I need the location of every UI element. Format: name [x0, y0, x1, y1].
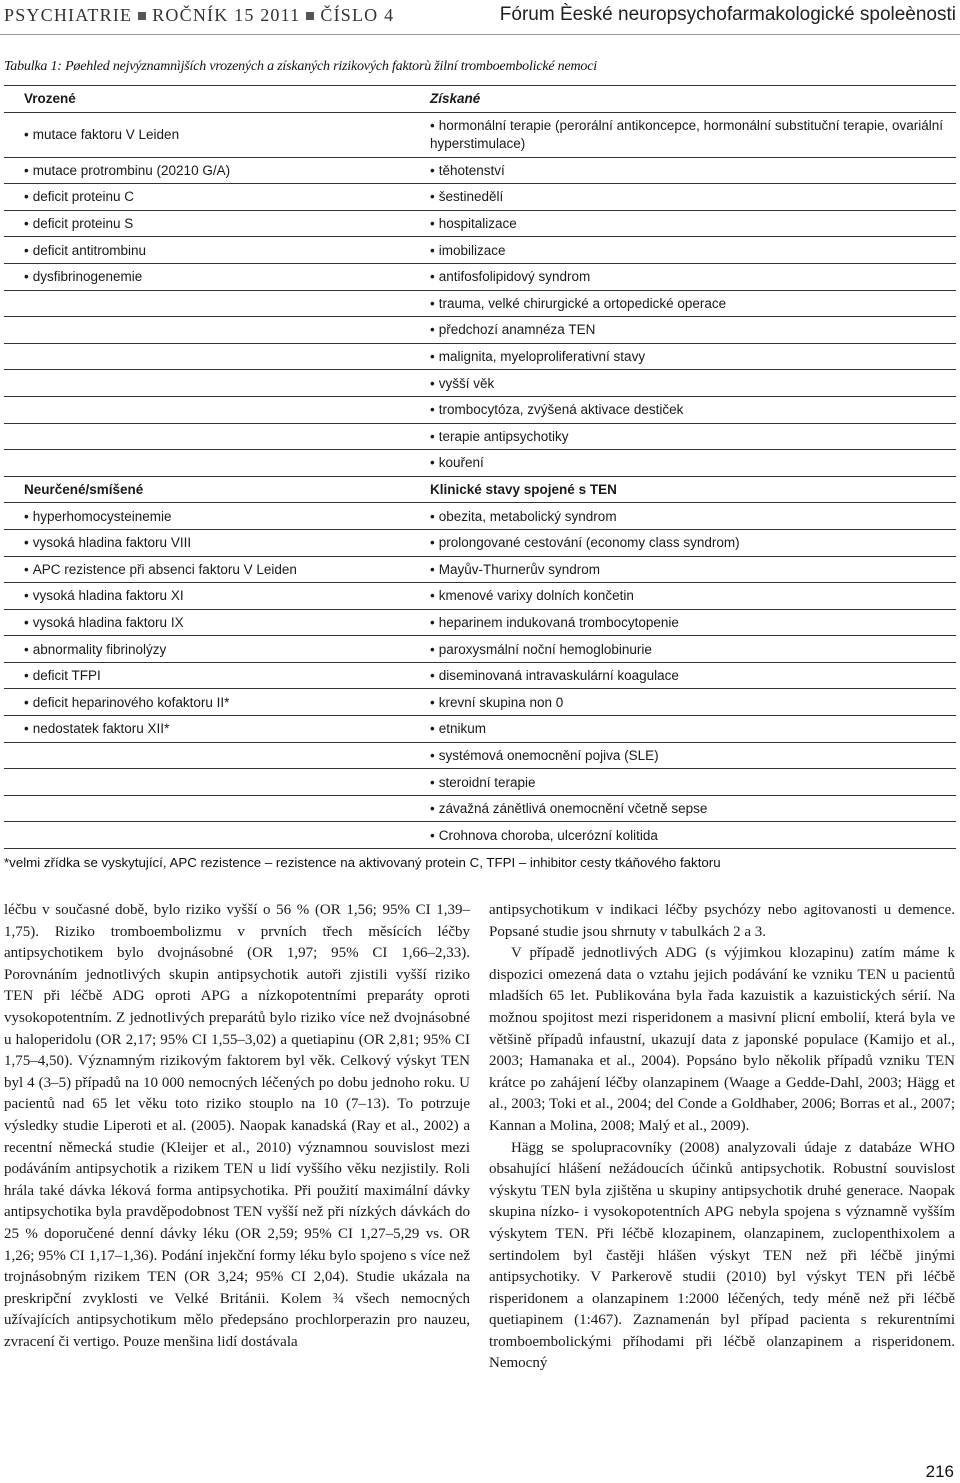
table-cell: • prolongované cestování (economy class syndrom) — [410, 529, 956, 556]
table-row — [4, 556, 956, 583]
table-cell: • deficit proteinu C — [4, 184, 410, 211]
table-cell: • abnormality fibrinolýzy — [4, 636, 410, 663]
table-cell: • vyšší věk — [410, 370, 956, 397]
table-cell: • mutace protrombinu (20210 G/A) — [4, 157, 410, 184]
table-row — [4, 317, 956, 344]
table-cell: • trauma, velké chirurgické a ortopedické operace — [410, 290, 956, 317]
table-row — [4, 609, 956, 636]
table-row — [4, 769, 956, 796]
table-cell-empty — [4, 290, 410, 317]
table-cell-empty — [4, 396, 410, 423]
table-cell: • deficit heparinového kofaktoru II* — [4, 689, 410, 716]
table-cell-empty — [4, 317, 410, 344]
table-cell: • vysoká hladina faktoru XI — [4, 583, 410, 610]
table-cell: • heparinem indukovaná trombocytopenie — [410, 609, 956, 636]
table-footnote: *velmi zřídka se vyskytující, APC rezistence – rezistence na aktivovaný protein C, TFPI – inhibitor cesty tkáňového faktoru — [4, 855, 721, 870]
journal-section: Fórum Èeské neuropsychofarmakologické spoleènosti — [499, 4, 956, 25]
running-header — [0, 0, 960, 32]
table-cell: • etnikum — [410, 716, 956, 743]
table-cell: • předchozí anamnéza TEN — [410, 317, 956, 344]
table-cell: • hormonální terapie (perorální antikoncepce, hormonální substituční terapie, ovariální hyperstimulace) — [410, 112, 956, 157]
table-row — [4, 476, 956, 503]
table-row — [4, 689, 956, 716]
table-row — [4, 112, 956, 157]
table-row — [4, 662, 956, 689]
table-cell: • Crohnova choroba, ulcerózní kolitida — [410, 822, 956, 849]
table-row — [4, 370, 956, 397]
text-column-right — [489, 900, 955, 1375]
paragraph: V případě jednotlivých ADG (s výjimkou klozapinu) zatím máme k dispozici omezená data o vztahu jejich podávání ke vzniku TEN u pacientů mladších 65 let. Publikována byla řada kazuistik a kazuistických sérií. Na možnou spojitost mezi risperidonem a masivní plicní embolií, která byla ve většině případů infaustní, ukazují data z japonské populace (Kamijo et al., 2003; Hamanaka et al., 2004). Popsáno bylo několik případů vzniku TEN krátce po zahájení léčby olanzapinem (Waage a Gedde-Dahl, 2003; Hägg et al., 2003; Toki et al., 2004; del Conde a Goldhaber, 2006; Borras et al., 2007; Kannan a Molina, 2008; Malý et al., 2009). — [489, 945, 955, 1134]
header-rule — [0, 34, 960, 35]
table-cell-empty — [4, 795, 410, 822]
table-row — [4, 822, 956, 849]
table-cell: • diseminovaná intravaskulární koagulace — [410, 662, 956, 689]
table-cell: • závažná zánětlivá onemocnění včetně sepse — [410, 795, 956, 822]
table-row — [4, 742, 956, 769]
risk-factors-table — [4, 85, 956, 849]
table-cell: • mutace faktoru V Leiden — [4, 112, 410, 157]
table-cell: • šestinedělí — [410, 184, 956, 211]
table-cell-empty — [4, 423, 410, 450]
table-row — [4, 263, 956, 290]
table-cell: • nedostatek faktoru XII* — [4, 716, 410, 743]
table-section-heading: Získané — [410, 86, 956, 113]
table-row — [4, 503, 956, 530]
table-cell: • obezita, metabolický syndrom — [410, 503, 956, 530]
table-row — [4, 583, 956, 610]
journal-name: PSYCHIATRIE ROČNÍK 15 2011 ČÍSLO 4 — [4, 5, 395, 25]
table-cell-empty — [4, 343, 410, 370]
table-row — [4, 396, 956, 423]
table-cell: • hospitalizace — [410, 210, 956, 237]
table-row — [4, 636, 956, 663]
table-cell: • deficit proteinu S — [4, 210, 410, 237]
table-cell-empty — [4, 769, 410, 796]
table-row — [4, 529, 956, 556]
table-cell: • Mayův-Thurnerův syndrom — [410, 556, 956, 583]
paragraph: antipsychotikum v indikaci léčby psychózy nebo agitovanosti u demence. Popsané studie jsou shrnuty v tabulkách 2 a 3. — [489, 902, 955, 940]
table-cell: • antifosfolipidový syndrom — [410, 263, 956, 290]
table-row — [4, 343, 956, 370]
table-cell: • malignita, myeloproliferativní stavy — [410, 343, 956, 370]
separator-square-icon — [306, 12, 314, 20]
table-cell: • paroxysmální noční hemoglobinurie — [410, 636, 956, 663]
table-cell: • steroidní terapie — [410, 769, 956, 796]
table-section-heading: Vrozené — [4, 86, 410, 113]
page-number: 216 — [925, 1462, 954, 1481]
table-cell: • deficit TFPI — [4, 662, 410, 689]
table-row — [4, 290, 956, 317]
table-cell: • krevní skupina non 0 — [410, 689, 956, 716]
table-cell: • dysfibrinogenemie — [4, 263, 410, 290]
text-column-left — [4, 900, 470, 1353]
table-row — [4, 450, 956, 477]
table-cell: • vysoká hladina faktoru IX — [4, 609, 410, 636]
table-cell-empty — [4, 450, 410, 477]
table-cell-empty — [4, 370, 410, 397]
table-cell: • systémová onemocnění pojiva (SLE) — [410, 742, 956, 769]
table-cell: • vysoká hladina faktoru VIII — [4, 529, 410, 556]
table-row — [4, 157, 956, 184]
table-cell: • deficit antitrombinu — [4, 237, 410, 264]
table-cell: • hyperhomocysteinemie — [4, 503, 410, 530]
table-cell: • APC rezistence při absenci faktoru V Leiden — [4, 556, 410, 583]
paragraph: léčbu v současné době, bylo riziko vyšší o 56 % (OR 1,56; 95% CI 1,39–1,75). Riziko tromboembolizmu v prvních třech měsících léčby antipsychotikem bylo dvojnásobné (OR 1,97; 95% CI 1,66–2,33). Porovnáním jednotlivých skupin antipsychotik autoři zjistili vyšší riziko TEN při léčbě ADG oproti APG a nízkopotentními preparáty oproti vysokopotentním. Z jednotlivých preparátů bylo riziko více než dvojnásobné u haloperidolu (OR 2,17; 95% CI 1,55–3,02) a quetiapinu (OR 2,81; 95% CI 1,75–4,50). Významným rizikovým faktorem byl věk. Celkový výskyt TEN byl 4 (3–5) případů na 10 000 nemocných léčených po dobu jednoho roku. U pacientů nad 65 let věku toto riziko stouplo na 10 (7–13). To potrzuje výsledky studie Liperoti et al. (2005). Naopak kanadská (Ray et al., 2002) a recentní německá studie (Kleijer et al., 2010) významnou souvislost mezi podáváním antipsychotik a rizikem TEN u lidí vyššího věku nezjistily. Roli hrála také dávka léková forma antipsychotika. Při použití maximální dávky antipsychotika byla pravděpodobnost TEN vyšší než při nízkých dávkách do 25 % doporučené denní dávky léku (OR 2,59; 95% CI 1,27–5,29 vs. OR 1,26; 95% CI 1,17–1,36). Podání injekční formy léku bylo spojeno s více než trojnásobným rizikem TEN (OR 3,24; 95% CI 2,04). Studie ukázala na preskripční zvyklosti ve Velké Británii. Kolem ¾ všech nemocných užívajících antipsychotikum mělo předepsáno prochlorperazin pro nauzeu, zvracení či vertigo. Pouze menšina lidí dostávala — [4, 902, 470, 1350]
separator-square-icon — [138, 12, 146, 20]
table-row — [4, 237, 956, 264]
table-cell: • terapie antipsychotiky — [410, 423, 956, 450]
table-cell-empty — [4, 742, 410, 769]
table-row — [4, 184, 956, 211]
paragraph: Hägg se spolupracovníky (2008) analyzovali údaje z databáze WHO obsahující hlášení nežádoucích účinků antipsychotik. Robustní souvislost výskytu TEN byla zjištěna u skupiny antipsychotik druhé generace. Naopak skupina nízko- i vysokopotentních APG nebyla spojena s významně vyšším výskytem TEN. Při léčbě klozapinem, olanzapinem, zuclopenthixolem a sertindolem byl častěji hlášen výskyt TEN než při léčbě jinými antipsychotiky. V Parkerově studii (2010) byl výskyt TEN při léčbě risperidonem a olanzapinem 1:2000 léčených, tedy méně než při léčbě quetiapinem (1:467). Zaznamenán byl případ pacienta s rekurentními tromboembolickými příhodami při léčbě olanzapinem a risperidonem. Nemocný — [489, 1139, 955, 1372]
table-caption: Tabulka 1: Pøehled nejvýznamnìjších vrozených a získaných rizikových faktorù žilní tromboembolické nemoci — [4, 59, 597, 74]
table-cell: • kmenové varixy dolních končetin — [410, 583, 956, 610]
table-section-heading: Neurčené/smíšené — [4, 476, 410, 503]
table-row — [4, 795, 956, 822]
table-row — [4, 86, 956, 113]
table-row — [4, 210, 956, 237]
table-cell: • těhotenství — [410, 157, 956, 184]
table-cell: • imobilizace — [410, 237, 956, 264]
table-cell-empty — [4, 822, 410, 849]
table-cell: • trombocytóza, zvýšená aktivace destiček — [410, 396, 956, 423]
table-section-heading: Klinické stavy spojené s TEN — [410, 476, 956, 503]
table-row — [4, 423, 956, 450]
table-row — [4, 716, 956, 743]
table-cell: • kouření — [410, 450, 956, 477]
